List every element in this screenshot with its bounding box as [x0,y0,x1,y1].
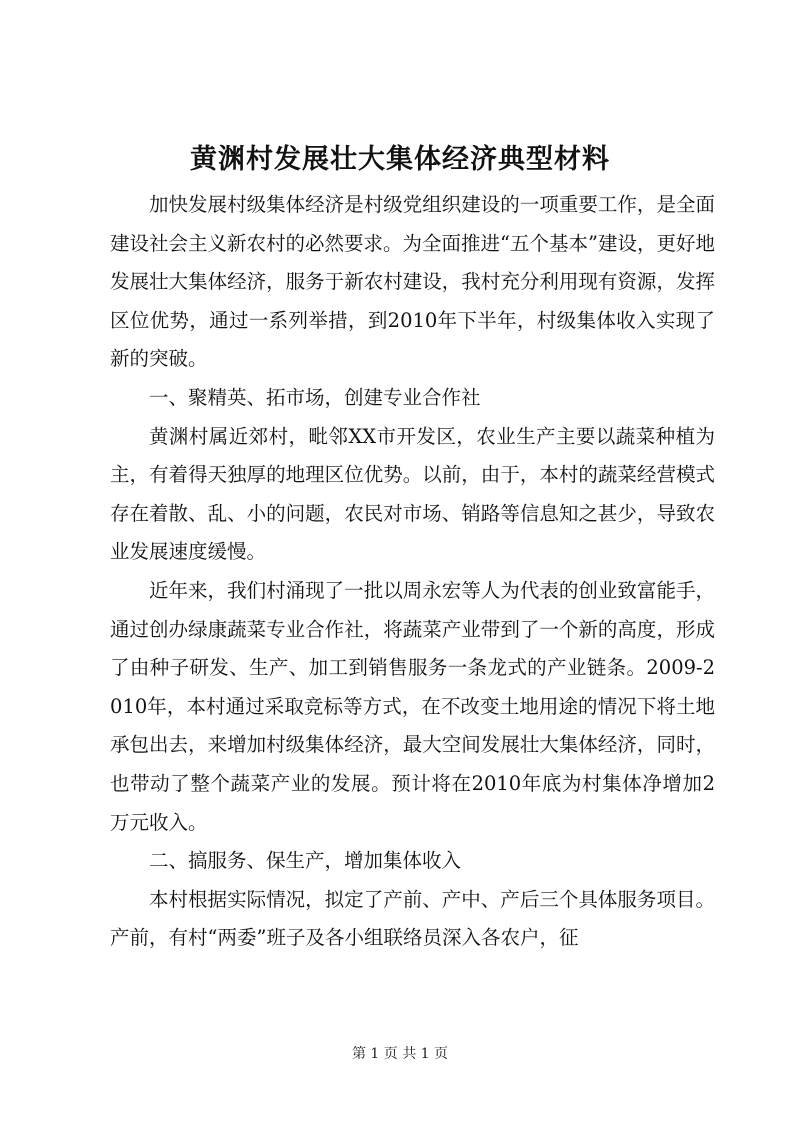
section-heading-2: 二、搞服务、保生产，增加集体收入 [149,849,462,873]
section-heading-1: 一、聚精英、拓市场，创建专业合作社 [149,385,481,409]
page-number-footer: 第 1 页 共 1 页 [351,1046,449,1062]
paragraph-intro: 加快发展村级集体经济是村级党组织建设的一项重要工作，是全面建设社会主义新农村的必然要求。为全面推进“五个基本”建设，更好地发展壮大集体经济，服务于新农村建设，我村充分利用现有资源，发挥区位优势，通过一系列举措，到2010年下半年，村级集体收入实现了新的突破。 [110,193,715,371]
document-body [110,186,715,958]
paragraph-services: 本村根据实际情况，拟定了产前、产中、产后三个具体服务项目。产前，有村“两委”班子及各小组联络员深入各农户，征 [110,887,715,950]
document-title: 黄渊村发展壮大集体经济典型材料 [190,144,610,175]
paragraph-village-background: 黄渊村属近郊村，毗邻XX市开发区，农业生产主要以蔬菜种植为主，有着得天独厚的地理区位优势。以前，由于，本村的蔬菜经营模式存在着散、乱、小的问题，农民对市场、销路等信息知之甚少，导致农业发展速度缓慢。 [110,424,715,564]
paragraph-cooperative: 近年来，我们村涌现了一批以周永宏等人为代表的创业致富能手，通过创办绿康蔬菜专业合作社，将蔬菜产业带到了一个新的高度，形成了由种子研发、生产、加工到销售服务一条龙式的产业链条。2009-2010年，本村通过采取竞标等方式，在不改变土地用途的情况下将土地承包出去，来增加村级集体经济，最大空间发展壮大集体经济，同时，也带动了整个蔬菜产业的发展。预计将在2010年底为村集体净增加2万元收入。 [110,578,715,834]
